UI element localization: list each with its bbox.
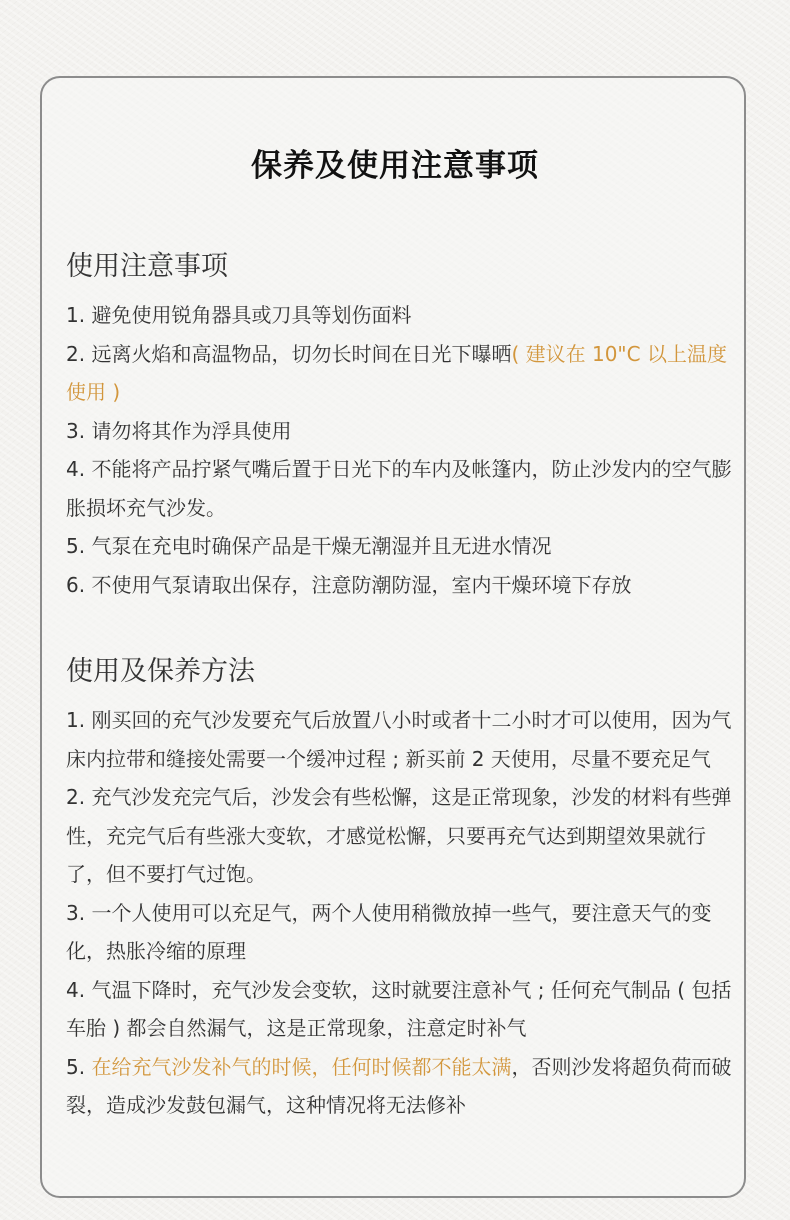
care-method-text: 2. 充气沙发充完气后，沙发会有些松懈，这是正常现象，沙发的材料有些弹性，充完气后有些涨大变软，才感觉松懈，只要再充气达到期望效果就行了，但不要打气过饱。 [66, 785, 732, 886]
usage-note-text: 3. 请勿将其作为浮具使用 [66, 418, 292, 443]
usage-notes-section [66, 248, 734, 604]
care-method-number: 5. [66, 1054, 92, 1079]
care-method-text: 3. 一个人使用可以充足气，两个人使用稍微放掉一些气，要注意天气的变化，热胀冷缩的原理 [66, 900, 712, 963]
care-method-item [66, 1048, 734, 1125]
usage-note-item [66, 335, 734, 412]
usage-note-item [66, 296, 734, 335]
care-method-text: 4. 气温下降时，充气沙发会变软，这时就要注意补气 ; 任何充气制品 ( 包括车胎 ) 都会自然漏气，这是正常现象，注意定时补气 [66, 977, 732, 1040]
usage-note-text: 1. 避免使用锐角器具或刀具等划伤面料 [66, 303, 412, 327]
care-methods-section [66, 653, 734, 1125]
care-method-highlight: 在给充气沙发补气的时候，任何时候都不能太满 [91, 1054, 512, 1079]
usage-note-text: 5. 气泵在充电时确保产品是干燥无潮湿并且无进水情况 [66, 534, 552, 558]
care-method-text: ，否则沙发将超负荷而破裂，造成沙发鼓包漏气，这种情况将无法修补 [66, 1054, 732, 1117]
usage-note-item [66, 566, 734, 605]
care-method-text: 1. 刚买回的充气沙发要充气后放置八小时或者十二小时才可以使用，因为气床内拉带和缝接处需要一个缓冲过程 ; 新买前 2 天使用，尽量不要充足气 [66, 708, 732, 771]
usage-note-item [66, 527, 734, 566]
page-title: 保养及使用注意事项 [251, 148, 539, 184]
usage-note-item [66, 412, 734, 451]
usage-notes-heading: 使用注意事项 [66, 251, 228, 282]
usage-note-item [66, 450, 734, 527]
care-method-item [66, 971, 734, 1048]
care-method-item [66, 701, 734, 778]
usage-note-text: 6. 不使用气泵请取出保存，注意防潮防湿，室内干燥环境下存放 [66, 572, 632, 597]
usage-note-text: 4. 不能将产品拧紧气嘴后置于日光下的车内及帐篷内，防止沙发内的空气膨胀损坏充气沙发。 [66, 457, 732, 520]
usage-note-text: 2. 远离火焰和高温物品，切勿长时间在日光下曝晒 [66, 341, 512, 366]
care-methods-heading: 使用及保养方法 [66, 656, 255, 687]
care-method-item [66, 894, 734, 971]
care-method-item [66, 778, 734, 894]
usage-note-highlight: ( 建议在 10"C 以上温度使用 ) [66, 341, 727, 404]
